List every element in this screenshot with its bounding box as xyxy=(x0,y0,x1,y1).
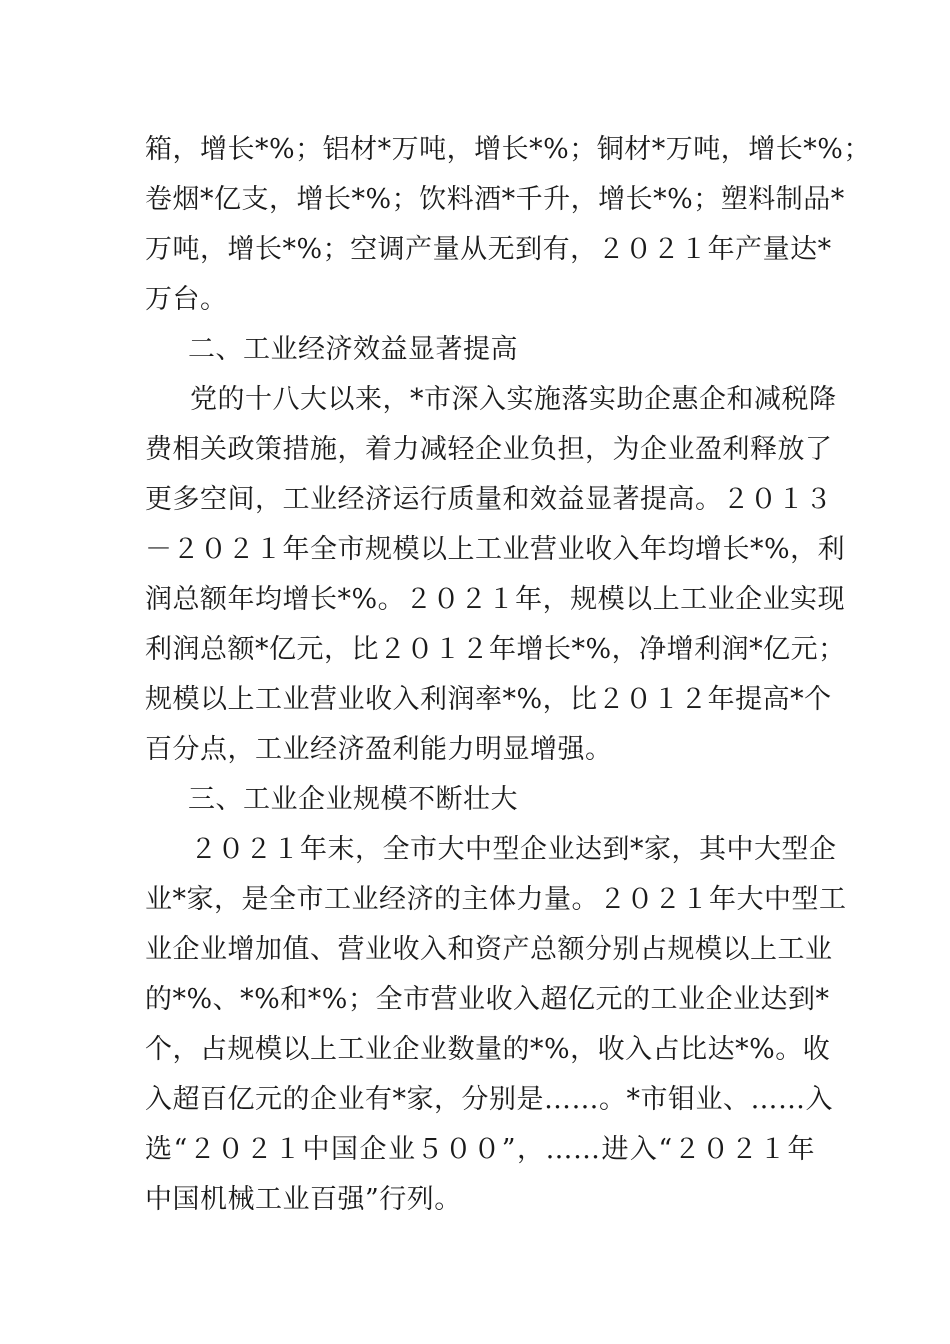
paragraph-line: 业企业增加值、营业收入和资产总额分别占规模以上工业 xyxy=(145,934,833,965)
paragraph-line: 选“２０２１中国企业５００”，……进入“２０２１年 xyxy=(145,1134,815,1165)
paragraph-line: －２０２１年全市规模以上工业营业收入年均增长*%，利 xyxy=(145,534,846,565)
paragraph-line: 规模以上工业营业收入利润率*%，比２０１２年提高*个 xyxy=(145,684,832,715)
paragraph-line: 万吨，增长*%；空调产量从无到有，２０２１年产量达* xyxy=(145,234,832,265)
paragraph-line: 润总额年均增长*%。２０２１年，规模以上工业企业实现 xyxy=(145,584,846,615)
paragraph-line: 万台。 xyxy=(145,284,228,315)
paragraph-line: 百分点，工业经济盈利能力明显增强。 xyxy=(145,734,613,765)
paragraph-line: 中国机械工业百强”行列。 xyxy=(145,1184,462,1215)
section-heading-2: 二、工业经济效益显著提高 xyxy=(188,334,518,365)
paragraph-line: 箱，增长*%；铝材*万吨，增长*%；铜材*万吨，增长*%； xyxy=(145,134,871,165)
paragraph-line: ２０２１年末，全市大中型企业达到*家，其中大型企 xyxy=(190,834,837,865)
paragraph-line: 业*家，是全市工业经济的主体力量。２０２１年大中型工 xyxy=(145,884,847,915)
section-heading-3: 三、工业企业规模不断壮大 xyxy=(188,784,518,815)
paragraph-line: 费相关政策措施，着力减轻企业负担，为企业盈利释放了 xyxy=(145,434,833,465)
paragraph-line: 利润总额*亿元，比２０１２年增长*%，净增利润*亿元； xyxy=(145,634,846,665)
paragraph-line: 党的十八大以来，*市深入实施落实助企惠企和减税降 xyxy=(190,384,837,415)
paragraph-line: 卷烟*亿支，增长*%；饮料酒*千升，增长*%；塑料制品* xyxy=(145,184,845,215)
paragraph-line: 入超百亿元的企业有*家，分别是……。*市钼业、……入 xyxy=(145,1084,833,1115)
paragraph-line: 个，占规模以上工业企业数量的*%，收入占比达*%。收 xyxy=(145,1034,831,1065)
paragraph-line: 更多空间，工业经济运行质量和效益显著提高。２０１３ xyxy=(145,484,833,515)
paragraph-line: 的*%、*%和*%；全市营业收入超亿元的工业企业达到* xyxy=(145,984,830,1015)
